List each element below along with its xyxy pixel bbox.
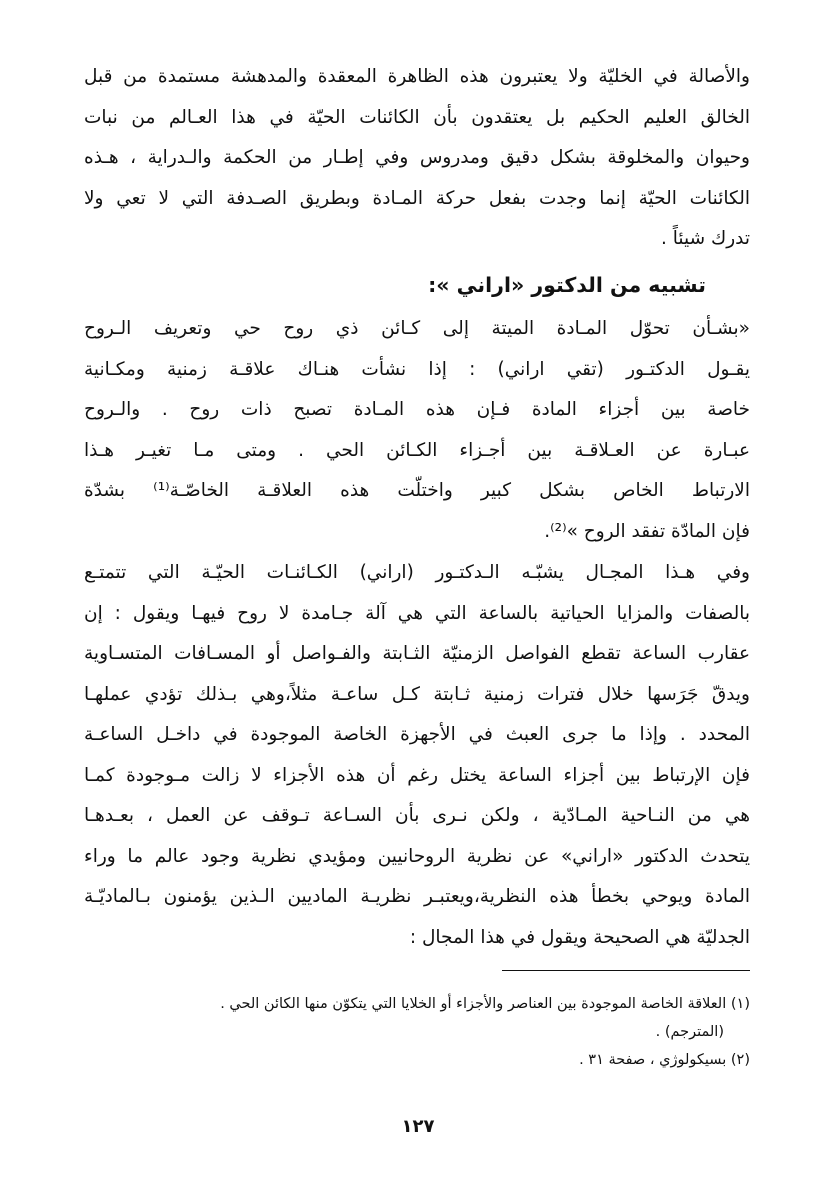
text-line: وحيوان والمخلوقة بشكل دقيق ومدروس وفي إطـار من الحكمة والـدراية ، هـذه: [84, 147, 750, 168]
text-line: الجدليّة هي الصحيحة ويقول في هذا المجال :: [409, 926, 750, 948]
text-line: الكائنات الحيّة إنما وجدت بفعل حركة المـادة وبطريق الصـدفة التي لا تعي ولا: [84, 187, 750, 209]
footnotes: [84, 990, 750, 1074]
footnote-1-continued: (المترجم) .: [655, 1024, 724, 1040]
text-line: المحدد . وإذا ما جرى العبث في الأجهزة الخاصة الموجودة في داخـل الساعـة: [84, 724, 750, 745]
footnote-divider: [502, 970, 750, 971]
text-line: المادة ويوحي بخطأ هذه النظرية،ويعتبـر نظريـة الماديين الـذين يؤمنون بـالماديّـة: [84, 886, 750, 907]
text-line: والأصالة في الخليّة ولا يعتبرون هذه الظاهرة المعقدة والمدهشة مستمدة من قبل: [84, 66, 750, 87]
text-line: عبـارة عن العـلاقـة بين أجـزاء الكـائن الحي . ومتى مـا تغيـر هـذا: [84, 439, 750, 461]
text-line: خاصة بين أجزاء المادة فـإن هذه المـادة تصبح ذات روح . والـروح: [84, 399, 750, 420]
text-line: فإن الإرتباط بين أجزاء الساعة يختل رغم أن هذه الأجزاء لا زالت مـوجودة كمـا: [84, 764, 750, 786]
quoted-passage: [84, 309, 750, 552]
footnote-2: (٢) بسيكولوژي ، صفحة ٣١ .: [579, 1052, 750, 1068]
paragraph-1: [84, 57, 750, 260]
text-line: «بشـأن تحوّل المـادة الميتة إلى كـائن ذي روح حي وتعريف الـروح: [84, 318, 750, 339]
text-line: يتحدث الدكتور «اراني» عن نظرية الروحانيين ومؤيدي نظرية وجود عالم ما وراء: [84, 845, 750, 867]
text-line: يقـول الدكتـور (تقي اراني) : إذا نشأت هنـاك علاقـة زمنية ومكـانية: [84, 358, 750, 380]
text-line: ويدقّ جَرَسها خلال فترات زمنية ثـابتة كـل ساعـة مثلاً،وهي بـذلك تؤدي عملهـا: [84, 683, 750, 705]
text-line: بالصفات والمزايا الحياتية بالساعة التي هي آلة جـامدة لا روح فيهـا ويقول : إن: [84, 602, 750, 624]
text-line: الارتباط الخاص بشكل كبير واختلّت هذه العلاقـة الخاصّـة⁽¹⁾ بشدّة: [84, 480, 750, 501]
text-line: فإن المادّة تفقد الروح »⁽²⁾.: [544, 520, 750, 542]
text-line: هي من النـاحية المـادّية ، ولكن نـرى بأن السـاعة تـوقف عن العمل ، بعـدهـا: [84, 805, 750, 826]
paragraph-2: [84, 553, 750, 958]
page-number: ١٢٧: [401, 1116, 435, 1137]
text-line: وفي هـذا المجـال يشبّـه الـدكتـور (اراني) الكـائنـات الحيّـة التي تتمتـع: [84, 562, 750, 583]
text-line: تدرك شيئاً .: [661, 228, 750, 249]
text-line: عقارب الساعة تقطع الفواصل الزمنيّة الثـابتة والفـواصل أو المسـافات المتسـاوية: [84, 643, 750, 664]
text-line: الخالق العليم الحكيم بل يعتقدون بأن الكائنات الحيّة في هذا العـالم من نبات: [84, 106, 750, 128]
footnote-1: (١) العلاقة الخاصة الموجودة بين العناصر والأجزاء أو الخلايا التي يتكوّن منها الكائن الحي .: [220, 996, 750, 1012]
section-heading: تشبيه من الدكتور «اراني »:: [428, 273, 706, 297]
